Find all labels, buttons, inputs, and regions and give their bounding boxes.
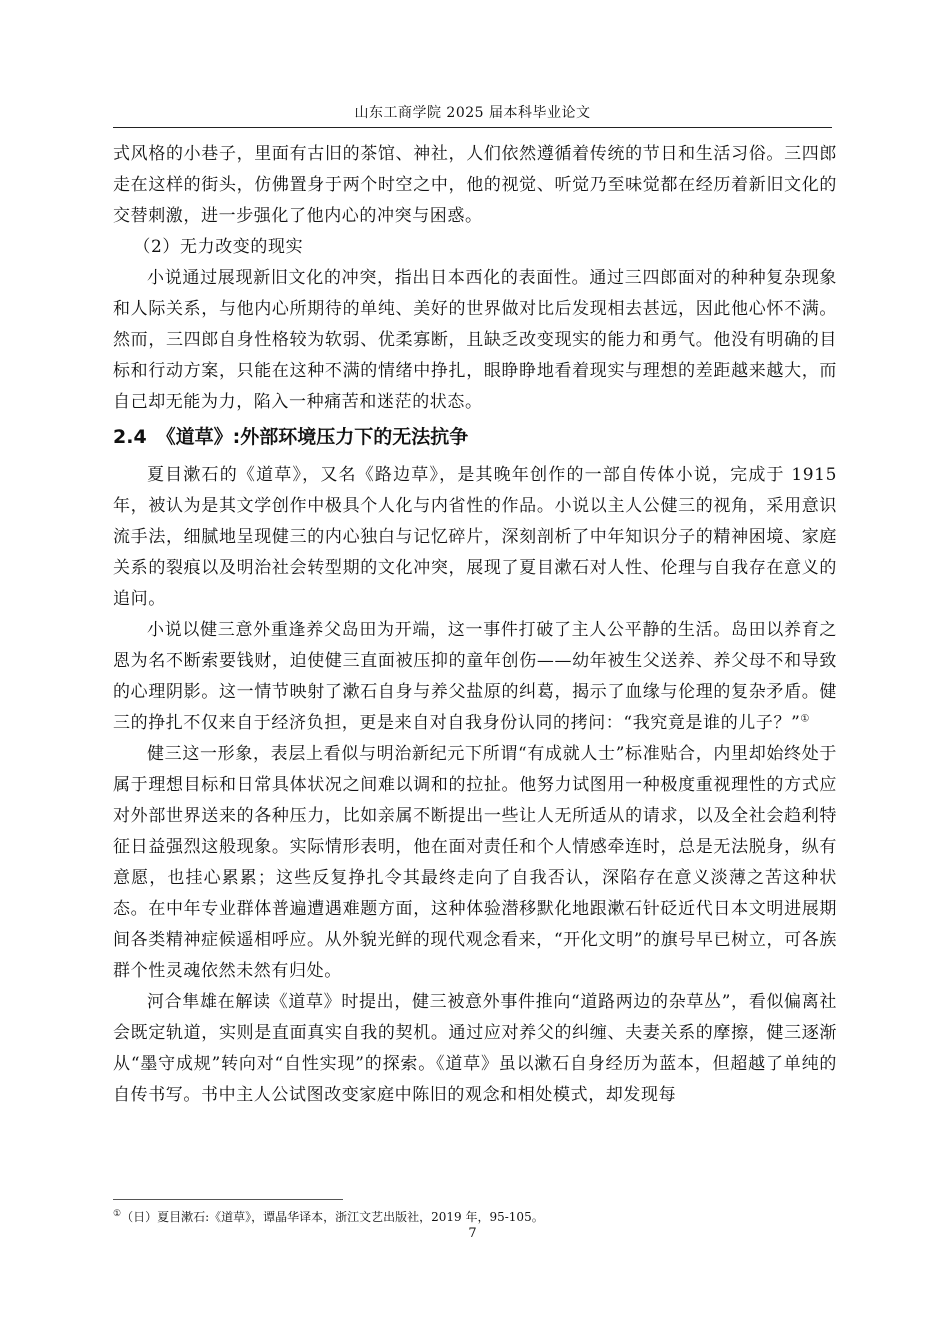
section-number: 2.4	[113, 426, 147, 448]
paragraph-shimada-text: 小说以健三意外重逢养父岛田为开端，这一事件打破了主人公平静的生活。岛田以养育之恩为名不断索要钱财，迫使健三直面被压抑的童年创伤——幼年被生父送养、养父母不和导致的心理阴影。这一情节映射了漱石自身与养父盐原的纠葛，揭示了血缘与伦理的复杂矛盾。健三的挣扎不仅来自于经济负担，更是来自对自我身份认同的拷问：“我究竟是谁的儿子？”	[113, 620, 837, 733]
header-rule	[113, 127, 832, 128]
paragraph-intro: 夏目漱石的《道草》，又名《路边草》，是其晚年创作的一部自传体小说，完成于 1915 年，被认为是其文学创作中极具个人化与内省性的作品。小说以主人公健三的视角，采用意识流手法，细腻地呈现健三的内心独白与记忆碎片，深刻剖析了中年知识分子的精神困境、家庭关系的裂痕以及明治社会转型期的文化冲突，展现了夏目漱石对人性、伦理与自我存在意义的追问。	[113, 465, 837, 609]
running-header: 山东工商学院 2025 届本科毕业论文	[354, 105, 591, 121]
paragraph-reality: 小说通过展现新旧文化的冲突，指出日本西化的表面性。通过三四郎面对的种种复杂现象和人际关系，与他内心所期待的单纯、美好的世界做对比后发现相去甚远，因此他心怀不满。然而，三四郎自身性格较为软弱、优柔寡断，且缺乏改变现实的能力和勇气。他没有明确的目标和行动方案，只能在这种不满的情绪中挣扎，眼睁睁地看着现实与理想的差距越来越大，而自己却无能为力，陷入一种痛苦和迷茫的状态。	[113, 268, 837, 412]
paragraph-kenzo: 健三这一形象，表层上看似与明治新纪元下所谓“有成就人士”标准贴合，内里却始终处于属于理想目标和日常具体状况之间难以调和的拉扯。他努力试图用一种极度重视理性的方式应对外部世界送来的各种压力，比如亲属不断提出一些让人无所适从的请求，以及全社会趋利特征日益强烈这般现象。实际情形表明，他在面对责任和个人情感牵连时，总是无法脱身，纵有意愿，也挂心累累；这些反复挣扎令其最终走向了自我否认，深陷存在意义淡薄之苦这种状态。在中年专业群体普遍遭遇难题方面，这种体验潜移默化地跟漱石针砭近代日本文明进展期间各类精神症候遥相呼应。从外貌光鲜的现代观念看来，“开化文明”的旗号早已树立，可各族群个性灵魂依然未然有归处。	[113, 744, 837, 981]
footnote-rule	[113, 1199, 343, 1200]
paragraph-continued: 式风格的小巷子，里面有古旧的茶馆、神社，人们依然遵循着传统的节日和生活习俗。三四郎走在这样的街头，仿佛置身于两个时空之中，他的视觉、听觉乃至味觉都在经历着新旧文化的交替刺激，进一步强化了他内心的冲突与困惑。	[113, 144, 837, 226]
footnote-text: （日）夏目漱石:《道草》，谭晶华译本，浙江文艺出版社，2019 年，95-105。	[121, 1210, 544, 1224]
paragraph-shimada	[113, 615, 837, 739]
footnote-marker: ①	[113, 1209, 122, 1219]
section-heading	[113, 418, 837, 460]
footnote-reference[interactable]: ①	[800, 713, 810, 725]
subheading: （2）无力改变的现实	[133, 237, 304, 257]
paragraph-kawai: 河合隼雄在解读《道草》时提出，健三被意外事件推向“道路两边的杂草丛”，看似偏离社会既定轨道，实则是直面真实自我的契机。通过应对养父的纠缠、夫妻关系的摩擦，健三逐渐从“墨守成规”转向对“自性实现”的探索。《道草》虽以漱石自身经历为蓝本，但超越了单纯的自传书写。书中主人公试图改变家庭中陈旧的观念和相处模式，却发现每	[113, 992, 837, 1105]
page-number: 7	[468, 1226, 477, 1241]
section-title: 《道草》:外部环境压力下的无法抗争	[156, 426, 469, 448]
body-text	[113, 139, 837, 1111]
footnote	[113, 1209, 837, 1225]
